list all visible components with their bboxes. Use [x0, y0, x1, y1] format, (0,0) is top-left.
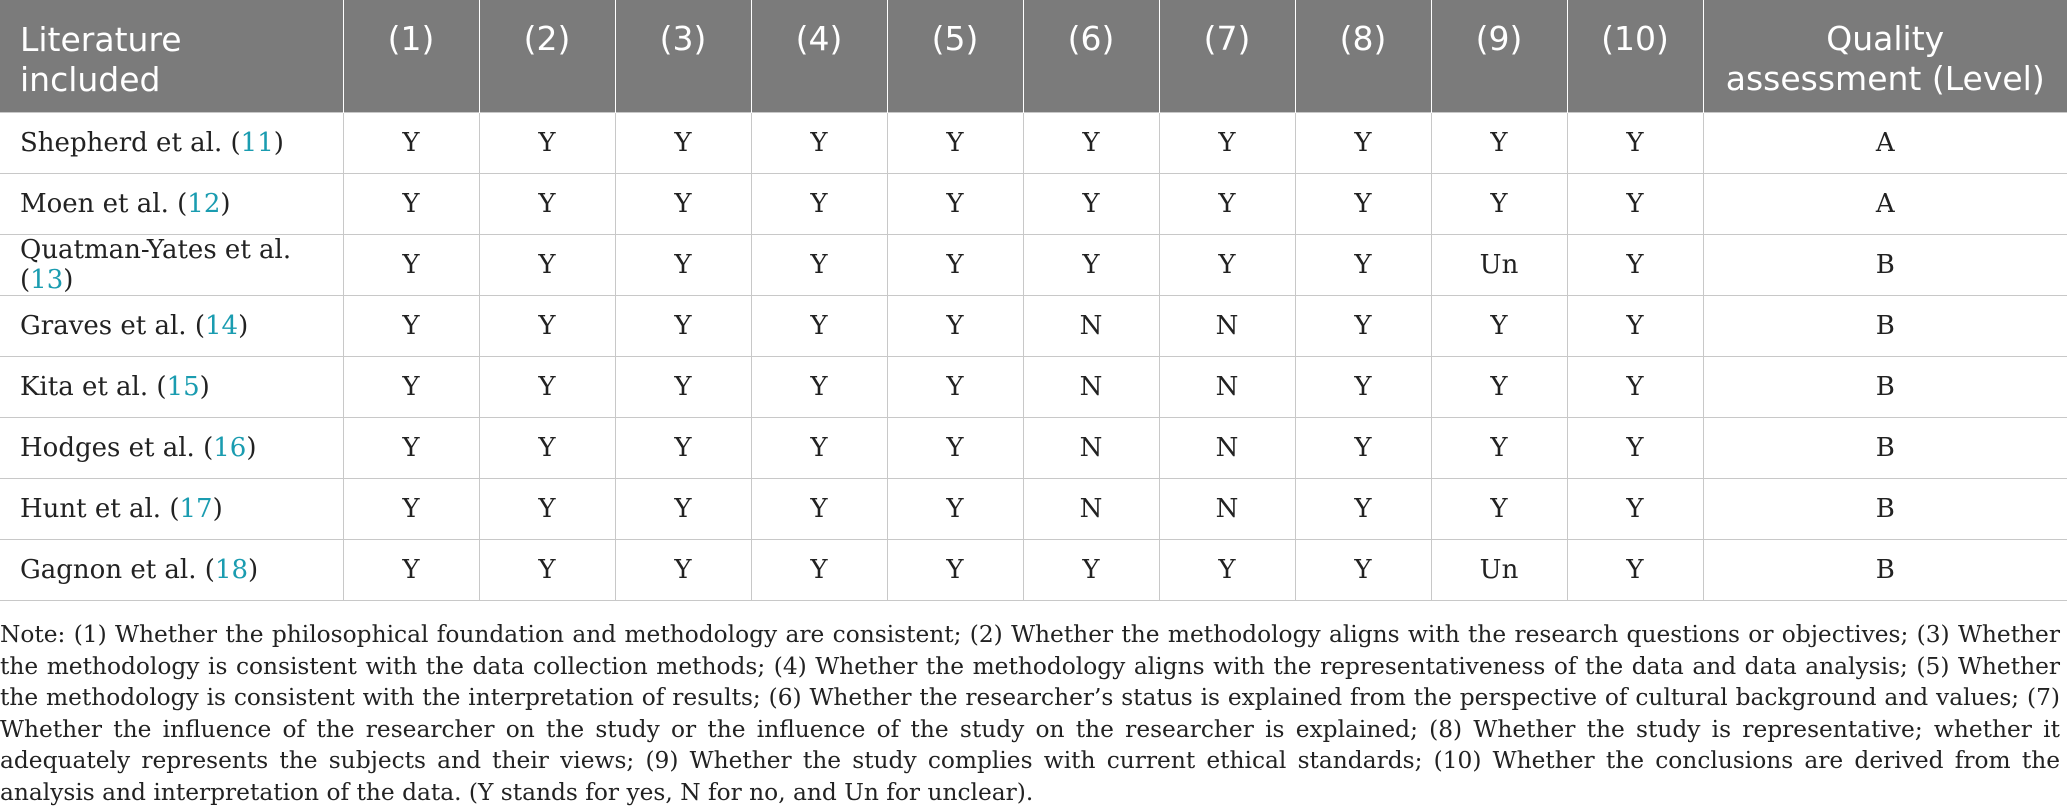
header-label: (2) — [480, 0, 615, 59]
study-name: Quatman-Yates et al. — [20, 235, 291, 265]
criterion-4-cell: Y — [751, 479, 887, 540]
criterion-7-cell: Y — [1159, 540, 1295, 601]
study-cell: Graves et al. (14) — [0, 296, 343, 357]
criterion-2-cell: Y — [479, 418, 615, 479]
criterion-9-cell: Y — [1431, 113, 1567, 174]
header-label: Quality assessment (Level) — [1704, 0, 2067, 99]
header-label: (5) — [888, 0, 1023, 59]
criterion-2-cell: Y — [479, 113, 615, 174]
reference-link[interactable]: 16 — [213, 433, 246, 463]
study-name: Graves et al. — [20, 311, 195, 341]
study-name: Hodges et al. — [20, 433, 203, 463]
table-row — [0, 174, 2067, 235]
header-label: (4) — [752, 0, 887, 59]
header-label: (1) — [344, 0, 479, 59]
table-footnote: Note: (1) Whether the philosophical foundation and methodology are consistent; (2) Whether the methodology aligns with the research questions or objectives; (3) Whether the methodology is consistent with the data collection methods; (4) Whether the methodology aligns with the representativeness of the data and data analysis; (5) Whether the methodology is consistent with the interpretation of results; (6) Whether the researcher’s status is explained from the perspective of cultural background and values; (7) Whether the influence of the researcher on the study or the influence of the study on the researcher is explained; (8) Whether the study is representative; whether it adequately represents the subjects and their views; (9) Whether the study complies with current ethical standards; (10) Whether the conclusions are derived from the analysis and interpretation of the data. (Y stands for yes, N for no, and Un for unclear). — [0, 619, 2060, 809]
criterion-10-cell: Y — [1567, 418, 1703, 479]
criterion-6-cell: Y — [1023, 540, 1159, 601]
header-literature-included — [0, 0, 343, 113]
criterion-8-cell: Y — [1295, 113, 1431, 174]
criterion-8-cell: Y — [1295, 174, 1431, 235]
criterion-4-cell: Y — [751, 540, 887, 601]
criterion-6-cell: N — [1023, 357, 1159, 418]
table-row — [0, 479, 2067, 540]
reference-link[interactable]: 12 — [187, 189, 220, 219]
criterion-5-cell: Y — [887, 357, 1023, 418]
header-label: (7) — [1160, 0, 1295, 59]
study-name: Moen et al. — [20, 189, 177, 219]
header-label: (9) — [1432, 0, 1567, 59]
criterion-2-cell: Y — [479, 235, 615, 296]
criterion-9-cell: Y — [1431, 296, 1567, 357]
header-criterion-4 — [751, 0, 887, 113]
study-name: Hunt et al. — [20, 494, 169, 524]
reference-link[interactable]: 14 — [205, 311, 238, 341]
study-cell: Kita et al. (15) — [0, 357, 343, 418]
criterion-6-cell: Y — [1023, 235, 1159, 296]
criterion-2-cell: Y — [479, 479, 615, 540]
criterion-5-cell: Y — [887, 174, 1023, 235]
study-name: Kita et al. — [20, 372, 156, 402]
criterion-5-cell: Y — [887, 296, 1023, 357]
criterion-8-cell: Y — [1295, 479, 1431, 540]
header-criterion-10 — [1567, 0, 1703, 113]
study-name: Shepherd et al. — [20, 128, 231, 158]
reference-link[interactable]: 18 — [215, 555, 248, 585]
criterion-9-cell: Y — [1431, 418, 1567, 479]
table-body — [0, 113, 2067, 601]
table-row — [0, 296, 2067, 357]
criterion-8-cell: Y — [1295, 235, 1431, 296]
criterion-2-cell: Y — [479, 296, 615, 357]
header-criterion-3 — [615, 0, 751, 113]
criterion-4-cell: Y — [751, 357, 887, 418]
criterion-2-cell: Y — [479, 540, 615, 601]
criterion-8-cell: Y — [1295, 540, 1431, 601]
criterion-10-cell: Y — [1567, 174, 1703, 235]
criterion-3-cell: Y — [615, 540, 751, 601]
reference-link[interactable]: 11 — [241, 128, 274, 158]
criterion-10-cell: Y — [1567, 235, 1703, 296]
header-criterion-9 — [1431, 0, 1567, 113]
study-cell: Gagnon et al. (18) — [0, 540, 343, 601]
criterion-1-cell: Y — [343, 540, 479, 601]
study-cell: Moen et al. (12) — [0, 174, 343, 235]
criterion-3-cell: Y — [615, 418, 751, 479]
criterion-3-cell: Y — [615, 479, 751, 540]
quality-level-cell: B — [1703, 418, 2067, 479]
criterion-2-cell: Y — [479, 357, 615, 418]
criterion-9-cell: Un — [1431, 540, 1567, 601]
criterion-10-cell: Y — [1567, 357, 1703, 418]
table-row — [0, 418, 2067, 479]
header-criterion-7 — [1159, 0, 1295, 113]
criterion-1-cell: Y — [343, 418, 479, 479]
criterion-9-cell: Y — [1431, 357, 1567, 418]
criterion-8-cell: Y — [1295, 357, 1431, 418]
criterion-4-cell: Y — [751, 418, 887, 479]
criterion-7-cell: Y — [1159, 235, 1295, 296]
study-cell: Hodges et al. (16) — [0, 418, 343, 479]
criterion-10-cell: Y — [1567, 113, 1703, 174]
header-label: (8) — [1296, 0, 1431, 59]
criterion-7-cell: Y — [1159, 174, 1295, 235]
criterion-10-cell: Y — [1567, 479, 1703, 540]
criterion-7-cell: Y — [1159, 113, 1295, 174]
criterion-7-cell: N — [1159, 418, 1295, 479]
criterion-10-cell: Y — [1567, 540, 1703, 601]
quality-level-cell: B — [1703, 479, 2067, 540]
header-criterion-6 — [1023, 0, 1159, 113]
quality-level-cell: A — [1703, 113, 2067, 174]
quality-level-cell: B — [1703, 296, 2067, 357]
criterion-3-cell: Y — [615, 174, 751, 235]
table-row — [0, 113, 2067, 174]
criterion-6-cell: Y — [1023, 113, 1159, 174]
criterion-1-cell: Y — [343, 479, 479, 540]
criterion-1-cell: Y — [343, 235, 479, 296]
study-name: Gagnon et al. — [20, 555, 205, 585]
criterion-2-cell: Y — [479, 174, 615, 235]
study-cell: Shepherd et al. (11) — [0, 113, 343, 174]
criterion-5-cell: Y — [887, 479, 1023, 540]
criterion-4-cell: Y — [751, 235, 887, 296]
quality-level-cell: B — [1703, 357, 2067, 418]
header-label: (6) — [1024, 0, 1159, 59]
criterion-9-cell: Un — [1431, 235, 1567, 296]
header-criterion-8 — [1295, 0, 1431, 113]
criterion-1-cell: Y — [343, 357, 479, 418]
header-criterion-2 — [479, 0, 615, 113]
table-row — [0, 357, 2067, 418]
criterion-5-cell: Y — [887, 113, 1023, 174]
table-header-row — [0, 0, 2067, 113]
criterion-1-cell: Y — [343, 296, 479, 357]
criterion-8-cell: Y — [1295, 296, 1431, 357]
header-criterion-1 — [343, 0, 479, 113]
criterion-3-cell: Y — [615, 357, 751, 418]
criterion-3-cell: Y — [615, 296, 751, 357]
criterion-9-cell: Y — [1431, 479, 1567, 540]
header-label: (10) — [1568, 0, 1703, 59]
criterion-10-cell: Y — [1567, 296, 1703, 357]
table-row — [0, 235, 2067, 296]
header-label: Literature included — [0, 0, 343, 100]
reference-link[interactable]: 15 — [167, 372, 200, 402]
table-row — [0, 540, 2067, 601]
criterion-7-cell: N — [1159, 479, 1295, 540]
criterion-4-cell: Y — [751, 174, 887, 235]
study-cell: Quatman-Yates et al. (13) — [0, 235, 343, 296]
quality-level-cell: A — [1703, 174, 2067, 235]
study-cell: Hunt et al. (17) — [0, 479, 343, 540]
criterion-6-cell: Y — [1023, 174, 1159, 235]
criterion-4-cell: Y — [751, 296, 887, 357]
criterion-1-cell: Y — [343, 174, 479, 235]
criterion-7-cell: N — [1159, 296, 1295, 357]
criterion-4-cell: Y — [751, 113, 887, 174]
criterion-7-cell: N — [1159, 357, 1295, 418]
header-label: (3) — [616, 0, 751, 59]
criterion-3-cell: Y — [615, 113, 751, 174]
criterion-6-cell: N — [1023, 296, 1159, 357]
criterion-6-cell: N — [1023, 479, 1159, 540]
criterion-1-cell: Y — [343, 113, 479, 174]
criterion-3-cell: Y — [615, 235, 751, 296]
criterion-5-cell: Y — [887, 418, 1023, 479]
quality-level-cell: B — [1703, 540, 2067, 601]
reference-link[interactable]: 13 — [30, 265, 63, 295]
criterion-5-cell: Y — [887, 235, 1023, 296]
quality-level-cell: B — [1703, 235, 2067, 296]
header-quality-assessment — [1703, 0, 2067, 113]
criterion-6-cell: N — [1023, 418, 1159, 479]
criterion-8-cell: Y — [1295, 418, 1431, 479]
reference-link[interactable]: 17 — [179, 494, 212, 524]
criterion-5-cell: Y — [887, 540, 1023, 601]
header-criterion-5 — [887, 0, 1023, 113]
criterion-9-cell: Y — [1431, 174, 1567, 235]
